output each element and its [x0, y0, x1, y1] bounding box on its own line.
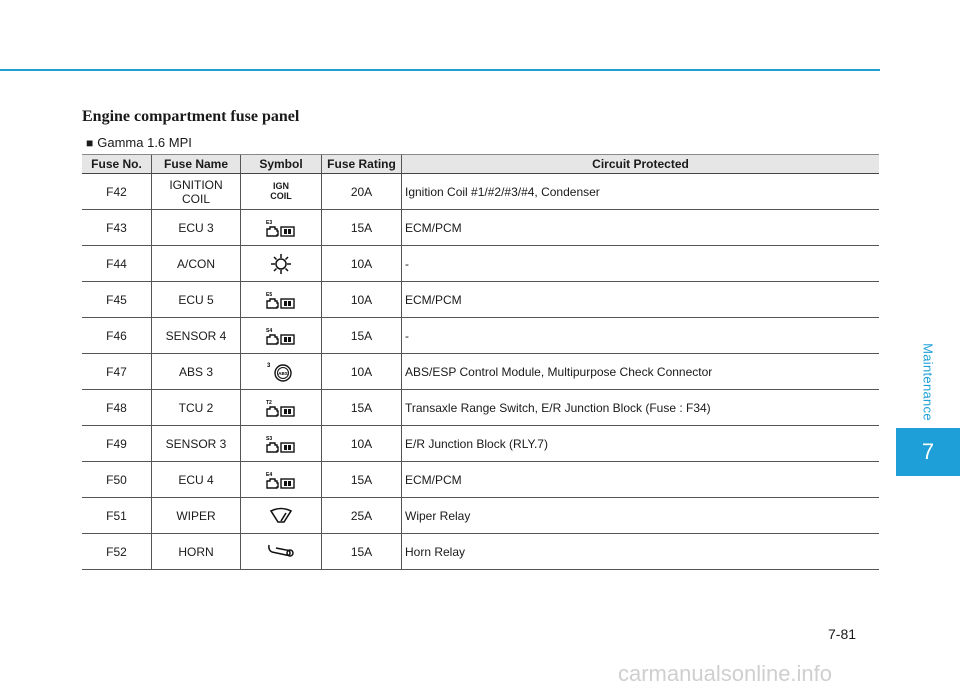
fuse-rating-cell: 10A: [322, 426, 402, 462]
fuse-name-cell: A/CON: [152, 246, 241, 282]
fuse-name-cell: TCU 2: [152, 390, 241, 426]
table-row: [82, 174, 879, 210]
fuse-name-cell: ECU 5: [152, 282, 241, 318]
fuse-no-cell: F51: [82, 498, 152, 534]
symbol-code: T2: [266, 399, 272, 406]
fuse-rating-cell: 10A: [322, 282, 402, 318]
fuse-name-cell: WIPER: [152, 498, 241, 534]
fuse-rating-cell: 15A: [322, 534, 402, 570]
fuse-table: [82, 154, 879, 570]
fuse-rating-cell: 25A: [322, 498, 402, 534]
symbol-cell: [241, 426, 322, 462]
circuit-protected-cell: -: [402, 318, 880, 354]
header-symbol: Symbol: [241, 155, 322, 174]
symbol-cell: [241, 390, 322, 426]
fuse-name-cell: SENSOR 3: [152, 426, 241, 462]
section-title: Engine compartment fuse panel: [82, 108, 300, 125]
fuse-rating-cell: 15A: [322, 390, 402, 426]
fuse-name-cell: ECU 4: [152, 462, 241, 498]
fuse-name-cell: IGNITION COIL: [152, 174, 241, 210]
engine-ecu-icon: [265, 436, 297, 450]
fuse-table-body: [82, 174, 879, 570]
fuse-no-cell: F42: [82, 174, 152, 210]
table-row: [82, 498, 879, 534]
symbol-cell: [241, 498, 322, 534]
circuit-protected-cell: ECM/PCM: [402, 462, 880, 498]
symbol-cell: [241, 174, 322, 210]
fuse-no-cell: F50: [82, 462, 152, 498]
fuse-no-cell: F48: [82, 390, 152, 426]
wiper-icon: [269, 508, 293, 522]
symbol-code: S4: [266, 327, 273, 334]
fuse-no-cell: F45: [82, 282, 152, 318]
table-row: [82, 534, 879, 570]
symbol-code: 3: [267, 362, 271, 369]
circuit-protected-cell: ECM/PCM: [402, 282, 880, 318]
symbol-code: E5: [266, 291, 273, 298]
fuse-no-cell: F43: [82, 210, 152, 246]
table-row: [82, 210, 879, 246]
circuit-protected-cell: Horn Relay: [402, 534, 880, 570]
symbol-cell: [241, 246, 322, 282]
side-tab-label: Maintenance: [920, 343, 936, 421]
table-row: [82, 246, 879, 282]
header-fuse-rating: Fuse Rating: [322, 155, 402, 174]
circuit-protected-cell: Ignition Coil #1/#2/#3/#4, Condenser: [402, 174, 880, 210]
fuse-name-cell: ABS 3: [152, 354, 241, 390]
engine-ecu-icon: [265, 220, 297, 234]
table-row: [82, 354, 879, 390]
fuse-rating-cell: 10A: [322, 354, 402, 390]
table-row: [82, 462, 879, 498]
engine-ecu-icon: [265, 472, 297, 486]
symbol-code: E3: [266, 219, 273, 226]
table-row: [82, 390, 879, 426]
abs-icon: [267, 364, 295, 378]
circuit-protected-cell: Wiper Relay: [402, 498, 880, 534]
page-number: 7-81: [828, 626, 857, 642]
fuse-no-cell: F49: [82, 426, 152, 462]
header-circuit-protected: Circuit Protected: [402, 155, 880, 174]
circuit-protected-cell: Transaxle Range Switch, E/R Junction Block (Fuse : F34): [402, 390, 880, 426]
symbol-cell: [241, 282, 322, 318]
fuse-rating-cell: 15A: [322, 318, 402, 354]
fuse-no-cell: F46: [82, 318, 152, 354]
subheading-text: Gamma 1.6 MPI: [97, 135, 192, 150]
fuse-name-cell: SENSOR 4: [152, 318, 241, 354]
engine-ecu-icon: [265, 292, 297, 306]
engine-ecu-icon: [265, 400, 297, 414]
fuse-rating-cell: 10A: [322, 246, 402, 282]
fuse-rating-cell: 15A: [322, 210, 402, 246]
circuit-protected-cell: ECM/PCM: [402, 210, 880, 246]
horn-icon: [266, 544, 296, 558]
top-rule: [0, 69, 880, 71]
fuse-rating-cell: 20A: [322, 174, 402, 210]
subheading: [86, 135, 192, 150]
fuse-no-cell: F44: [82, 246, 152, 282]
fuse-name-cell: HORN: [152, 534, 241, 570]
symbol-cell: [241, 462, 322, 498]
symbol-cell: [241, 318, 322, 354]
symbol-code: S3: [266, 435, 273, 442]
header-fuse-name: Fuse Name: [152, 155, 241, 174]
bullet-square-icon: ■: [86, 136, 94, 150]
table-header-row: [82, 155, 879, 174]
header-fuse-no: Fuse No.: [82, 155, 152, 174]
ac-icon: [270, 256, 292, 270]
symbol-cell: [241, 354, 322, 390]
symbol-cell: [241, 210, 322, 246]
table-row: [82, 282, 879, 318]
fuse-name-cell: ECU 3: [152, 210, 241, 246]
circuit-protected-cell: ABS/ESP Control Module, Multipurpose Check Connector: [402, 354, 880, 390]
engine-ecu-icon: [265, 328, 297, 342]
watermark: carmanualsonline.info: [618, 661, 833, 686]
table-row: [82, 318, 879, 354]
fuse-no-cell: F47: [82, 354, 152, 390]
svg-text:ABS: ABS: [278, 370, 288, 376]
ign-coil-symbol: IGN COIL: [270, 181, 292, 201]
fuse-rating-cell: 15A: [322, 462, 402, 498]
symbol-code: E4: [266, 471, 273, 478]
circuit-protected-cell: E/R Junction Block (RLY.7): [402, 426, 880, 462]
table-row: [82, 426, 879, 462]
symbol-cell: [241, 534, 322, 570]
chapter-tab: 7: [896, 428, 960, 476]
circuit-protected-cell: -: [402, 246, 880, 282]
fuse-no-cell: F52: [82, 534, 152, 570]
